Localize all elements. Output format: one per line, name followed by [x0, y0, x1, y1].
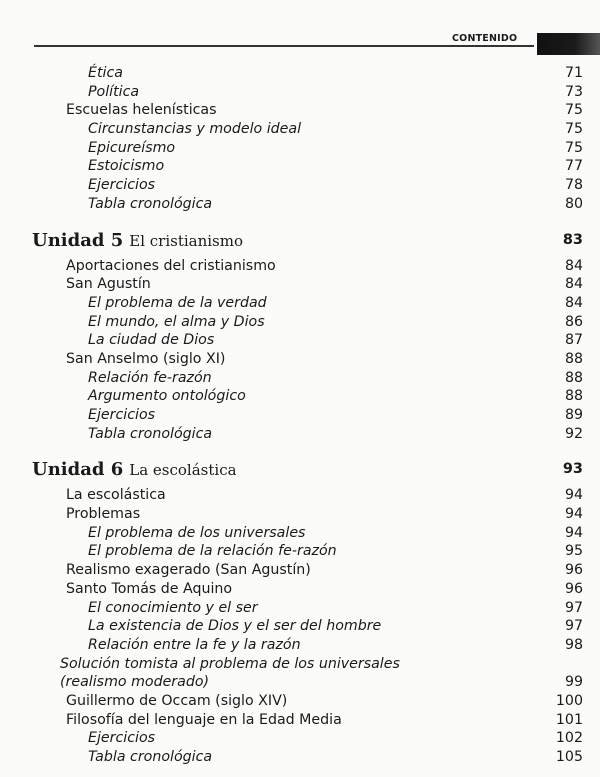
entry-title: Política	[88, 83, 140, 100]
page-number: 73	[564, 83, 583, 100]
entry-title: Ejercicios	[88, 177, 156, 194]
toc-subentry	[0, 729, 600, 748]
page-number: 99	[564, 674, 583, 691]
toc-entry	[0, 350, 600, 369]
unit-name: El cristianismo	[129, 231, 244, 250]
entry-title: Solución tomista al problema de los universales	[60, 655, 400, 672]
entry-title: Argumento ontológico	[88, 388, 246, 405]
toc-entry	[0, 711, 600, 730]
page-number: 88	[564, 388, 583, 405]
page-number: 87	[564, 332, 583, 349]
page-number: 75	[564, 121, 583, 138]
entry-title: Aportaciones del cristianismo	[66, 257, 276, 274]
toc-entry	[0, 580, 600, 599]
entry-title: El conocimiento y el ser	[88, 599, 258, 616]
page-number: 97	[564, 599, 583, 616]
entry-title: Filosofía del lenguaje en la Edad Media	[66, 711, 342, 728]
entry-title: Problemas	[66, 506, 141, 523]
running-header: CONTENIDO	[452, 33, 518, 44]
entry-title: Circunstancias y modelo ideal	[88, 121, 302, 138]
toc-entry	[0, 486, 600, 505]
entry-title: El problema de la verdad	[88, 294, 267, 311]
entry-title: La existencia de Dios y el ser del hombre	[88, 618, 382, 635]
entry-title: Ética	[88, 65, 123, 81]
toc-subentry	[0, 195, 600, 214]
page-number: 102	[555, 730, 583, 747]
entry-title: Guillermo de Occam (siglo XIV)	[66, 692, 288, 709]
toc-subentry	[0, 294, 600, 313]
unit-title	[32, 230, 243, 251]
entry-title: Ejercicios	[88, 730, 156, 747]
page-number: 94	[564, 487, 583, 504]
toc-subentry	[0, 387, 600, 406]
toc-subentry	[0, 83, 600, 102]
entry-title: Tabla cronológica	[88, 425, 213, 442]
toc-entry	[0, 101, 600, 120]
toc-subentry	[0, 139, 600, 158]
toc-subentry	[0, 64, 600, 83]
entry-title: Estoicismo	[88, 158, 165, 175]
entry-title: (realismo moderado)	[60, 674, 210, 691]
entry-title: Realismo exagerado (San Agustín)	[66, 562, 311, 579]
entry-title: San Anselmo (siglo XI)	[66, 350, 226, 367]
page-number: 94	[564, 506, 583, 523]
unit-label: Unidad 6	[32, 459, 124, 481]
page-number: 86	[564, 313, 583, 330]
entry-title: Relación fe-razón	[88, 369, 212, 386]
toc-entry	[0, 692, 600, 711]
page-number: 96	[564, 580, 583, 597]
page-number: 80	[564, 195, 583, 212]
entry-title: Relación entre la fe y la razón	[88, 636, 301, 653]
page-number: 89	[564, 407, 583, 423]
table-of-contents	[0, 64, 600, 767]
toc-subentry	[0, 313, 600, 332]
toc-subentry	[0, 599, 600, 618]
page-number: 71	[564, 65, 583, 81]
page-number: 92	[564, 425, 583, 442]
toc-subentry	[0, 176, 600, 195]
page-number: 83	[562, 231, 583, 248]
page-tab-marker	[537, 33, 600, 55]
page-number: 84	[564, 257, 583, 274]
page-number: 78	[564, 177, 583, 194]
entry-title: Tabla cronológica	[88, 749, 213, 765]
page-number: 101	[555, 711, 583, 728]
page-number: 84	[564, 294, 583, 311]
toc-subentry	[0, 369, 600, 388]
page-number: 84	[564, 276, 583, 293]
toc-entry	[0, 257, 600, 276]
toc-entry	[0, 505, 600, 524]
unit-label: Unidad 5	[32, 229, 124, 251]
toc-subentry	[0, 406, 600, 425]
unit-name: La escolástica	[129, 461, 237, 480]
page-number: 93	[562, 461, 583, 478]
page-number: 105	[555, 749, 583, 765]
header-rule	[34, 45, 534, 47]
toc-subentry	[0, 542, 600, 561]
entry-title: Ejercicios	[88, 407, 156, 423]
page-number: 96	[564, 562, 583, 579]
toc-subentry	[0, 748, 600, 767]
page-number: 77	[564, 158, 583, 175]
entry-title: Epicureísmo	[88, 139, 176, 156]
entry-title: El mundo, el alma y Dios	[88, 313, 265, 330]
unit-heading	[0, 443, 600, 486]
entry-title: Tabla cronológica	[88, 195, 213, 212]
toc-entry	[0, 561, 600, 580]
page-number: 94	[564, 524, 583, 541]
entry-title: San Agustín	[66, 276, 151, 293]
toc-subentry	[0, 157, 600, 176]
toc-subentry	[0, 425, 600, 444]
toc-subentry	[0, 120, 600, 139]
page-number: 75	[564, 102, 583, 119]
page-number: 100	[555, 692, 583, 709]
toc-subentry	[0, 617, 600, 636]
toc-entry	[0, 275, 600, 294]
page-number: 88	[564, 350, 583, 367]
page-number: 98	[564, 636, 583, 653]
entry-title: Santo Tomás de Aquino	[66, 580, 233, 597]
page-number: 75	[564, 139, 583, 156]
toc-entry	[0, 673, 600, 692]
toc-subentry	[0, 524, 600, 543]
entry-title: El problema de los universales	[88, 524, 306, 541]
toc-entry	[0, 655, 600, 674]
unit-title	[32, 459, 237, 480]
unit-heading	[0, 214, 600, 257]
toc-subentry	[0, 636, 600, 655]
page-number: 97	[564, 618, 583, 635]
entry-title: El problema de la relación fe-razón	[88, 543, 337, 560]
toc-subentry	[0, 331, 600, 350]
entry-title: Escuelas helenísticas	[66, 102, 217, 119]
page-number: 95	[564, 543, 583, 560]
page-number: 88	[564, 369, 583, 386]
entry-title: La escolástica	[66, 487, 166, 504]
entry-title: La ciudad de Dios	[88, 332, 215, 349]
